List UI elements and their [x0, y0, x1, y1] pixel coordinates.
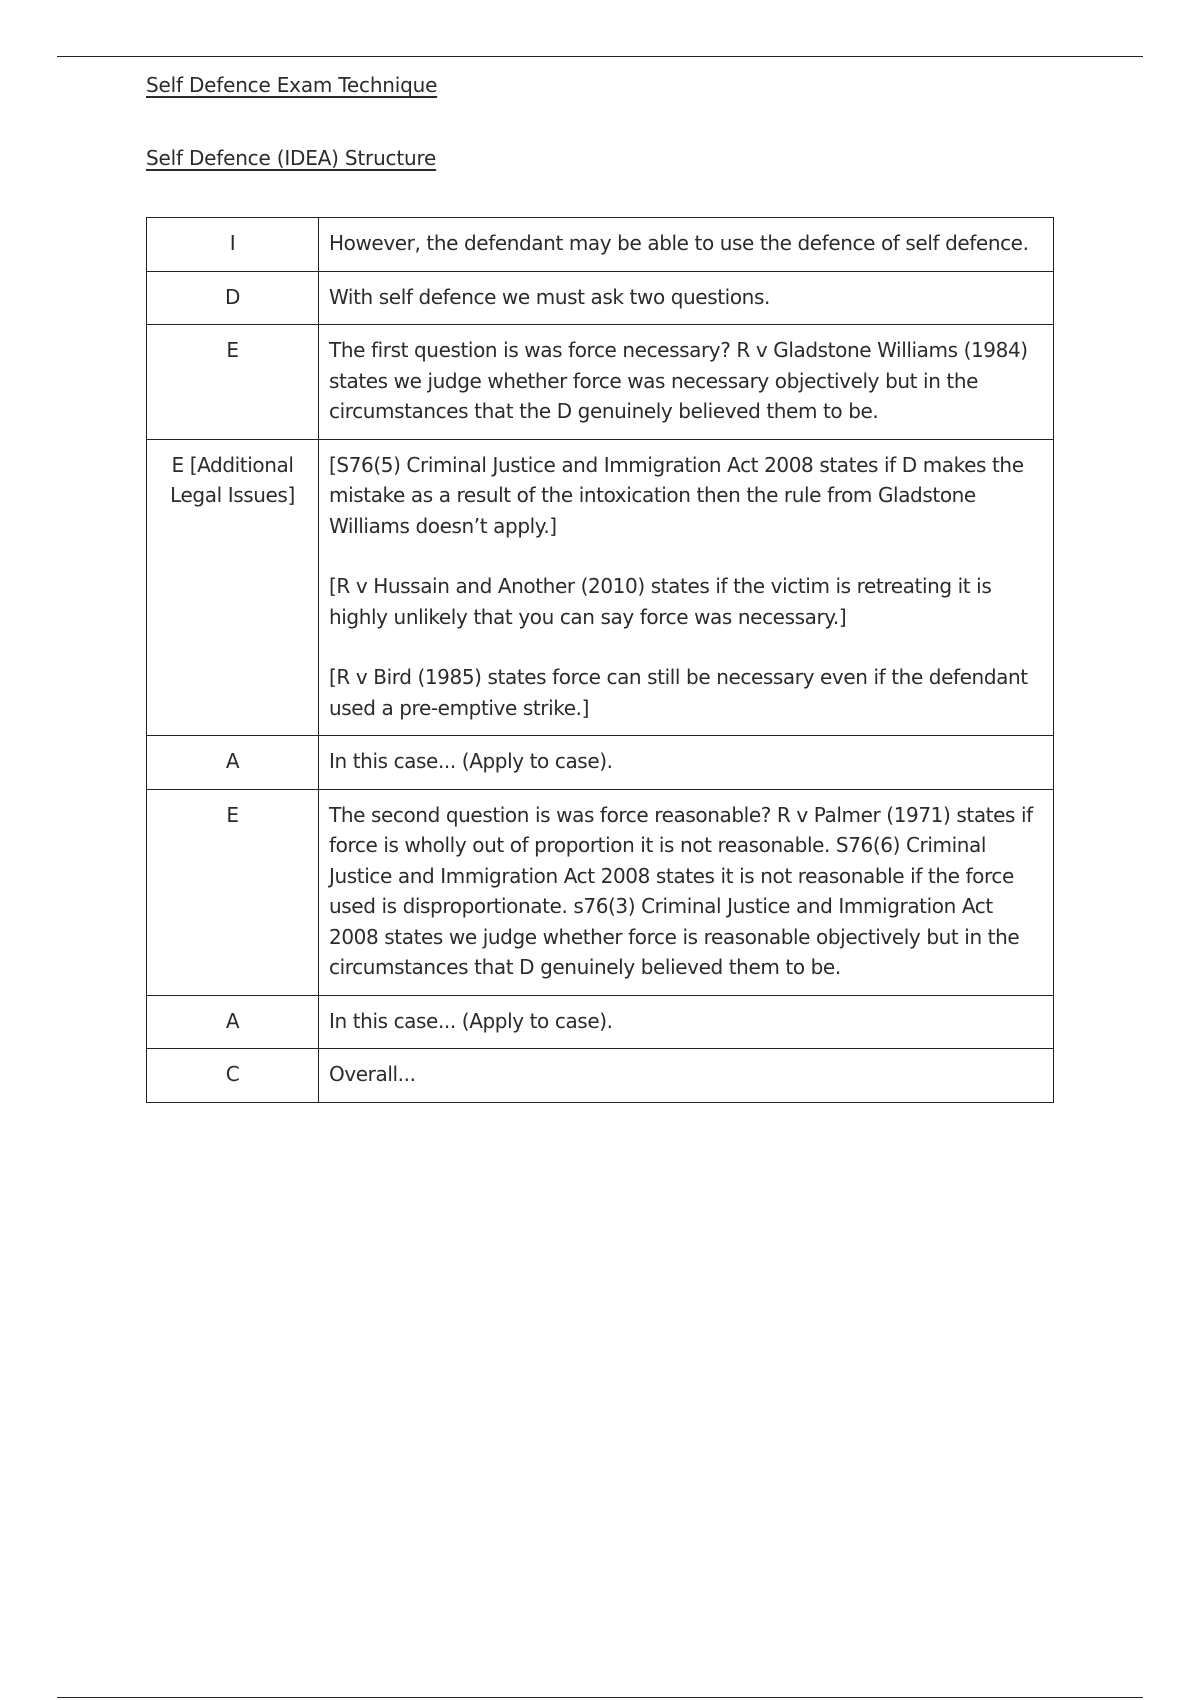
idea-structure-table: [146, 217, 1054, 1103]
row-paragraph: In this case... (Apply to case).: [329, 1008, 613, 1033]
row-label: I: [147, 218, 319, 272]
row-paragraph: Overall...: [329, 1062, 416, 1086]
table-row: [147, 439, 1054, 736]
row-content: [319, 995, 1054, 1049]
row-paragraph: The first question is was force necessary? R v Gladstone Williams (1984) states we judge whether force was necessary objectively but in the circumstances that the D genuinely believed them to be.: [329, 338, 1028, 423]
row-label: A: [147, 736, 319, 790]
row-content: [319, 218, 1054, 272]
table-row: [147, 995, 1054, 1049]
table-row: [147, 271, 1054, 325]
row-paragraph: [R v Hussain and Another (2010) states if the victim is retreating it is highly unlikely that you can say force was necessary.]: [329, 574, 992, 629]
footer-rule: [57, 1697, 1143, 1698]
row-content: [319, 789, 1054, 995]
row-paragraph: However, the defendant may be able to use the defence of self defence.: [329, 231, 1029, 255]
table-row: [147, 736, 1054, 790]
row-label: C: [147, 1049, 319, 1103]
row-content: [319, 439, 1054, 736]
row-paragraph: In this case... (Apply to case).: [329, 749, 613, 773]
row-content: [319, 271, 1054, 325]
row-content: [319, 736, 1054, 790]
row-label: E [Additional Legal Issues]: [147, 439, 319, 736]
row-content: [319, 1049, 1054, 1103]
document-title: Self Defence Exam Technique: [146, 73, 438, 97]
table-row: [147, 1049, 1054, 1103]
row-label: D: [147, 271, 319, 325]
row-paragraph: [R v Bird (1985) states force can still be necessary even if the defendant used a pre-emptive strike.]: [329, 665, 1028, 720]
header-rule: [57, 56, 1143, 57]
row-paragraph: The second question is was force reasonable? R v Palmer (1971) states if force is wholly out of proportion it is not reasonable. S76(6) Criminal Justice and Immigration Act 2008 states it is not reasonable if the force used is disproportionate. s76(3) Criminal Justice and Immigration Act 2008 states we judge whether force is reasonable objectively but in the circumstances that D genuinely believed them to be.: [329, 802, 1033, 979]
row-label: E: [147, 325, 319, 440]
row-label: A: [147, 995, 319, 1049]
table-row: [147, 789, 1054, 995]
row-label: E: [147, 789, 319, 995]
table-row: [147, 325, 1054, 440]
row-paragraph: [S76(5) Criminal Justice and Immigration Act 2008 states if D makes the mistake as a result of the intoxication then the rule from Gladstone Williams doesn’t apply.]: [329, 452, 1024, 538]
row-content: [319, 325, 1054, 440]
table-row: [147, 218, 1054, 272]
section-heading: Self Defence (IDEA) Structure: [146, 146, 437, 170]
row-paragraph: With self defence we must ask two questions.: [329, 284, 770, 309]
